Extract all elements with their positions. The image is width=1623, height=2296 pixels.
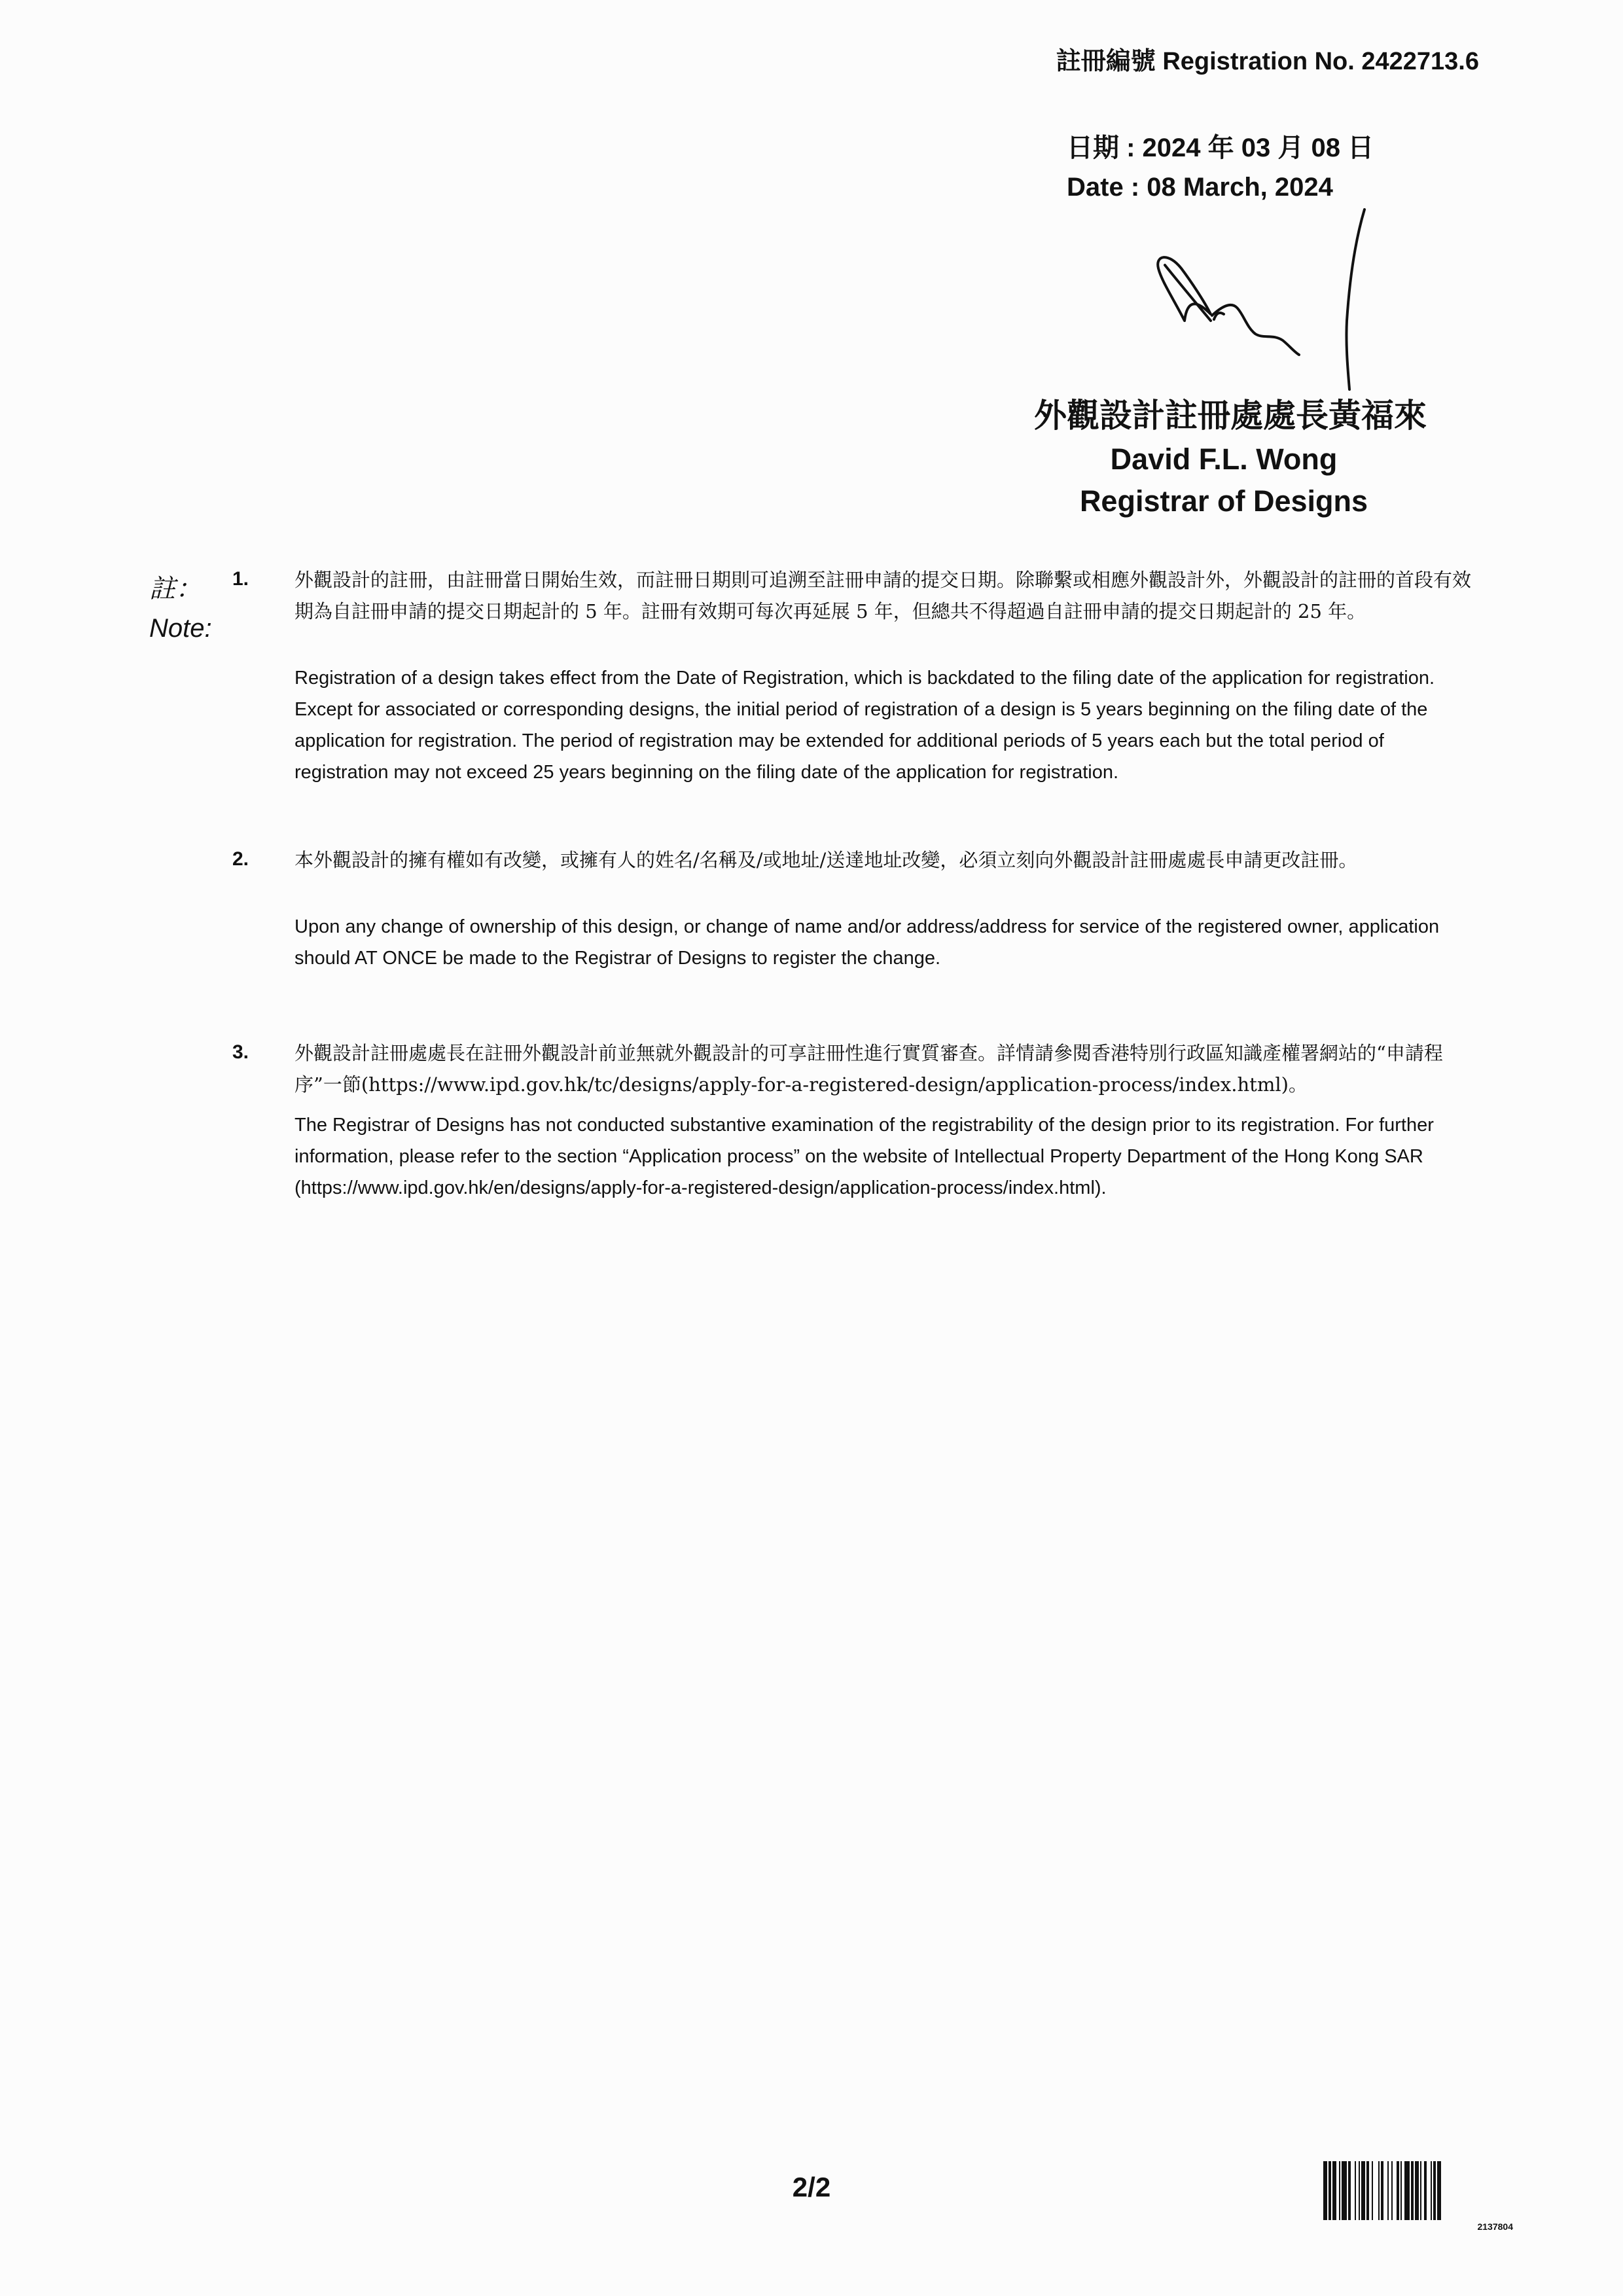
note-text-en: The Registrar of Designs has not conducted substantive examination of the registrability of the design prior to its registration. For further information, please refer to the section “Application process” on the website of Intellectual Property Department of the Hong Kong SAR (https://www.ipd.gov.hk/en/designs/apply-for-a-registered-design/application-process/index.html). bbox=[294, 1115, 1434, 1198]
note-number: 2. bbox=[232, 848, 249, 870]
barcode bbox=[1322, 2161, 1531, 2232]
barcode-number: 2137804 bbox=[1477, 2221, 1513, 2232]
note-text-zh: 外觀設計註冊處處長在註冊外觀設計前並無就外觀設計的可享註冊性進行實質審查。詳情請參閱香港特別行政區知識產權署網站的“申請程序”一節(https://www.ipd.gov.hk/tc/designs/apply-for-a-registered-design/application-process/index.html)。 bbox=[294, 1042, 1443, 1096]
signer-name-en: David F.L. Wong bbox=[1110, 442, 1338, 476]
registrar-signature bbox=[1139, 203, 1374, 399]
signer-name-zh: 外觀設計註冊處處長黃福來 bbox=[1034, 396, 1427, 435]
note-number: 3. bbox=[232, 1041, 249, 1063]
signer-title: Registrar of Designs bbox=[1079, 484, 1368, 518]
note-label bbox=[149, 569, 212, 648]
note-number: 1. bbox=[232, 568, 249, 590]
note-text-zh: 外觀設計的註冊，由註冊當日開始生效，而註冊日期則可追溯至註冊申請的提交日期。除聯繫或相應外觀設計外，外觀設計的註冊的首段有效期為自註冊申請的提交日期起計的 5 年。註冊有效期可每次再延展 5 年，但總共不得超過自註冊申請的提交日期起計的 25 年。 bbox=[294, 569, 1472, 622]
note-label-zh: 註： bbox=[149, 574, 202, 604]
issue-date bbox=[1067, 128, 1374, 207]
note-text-en: Upon any change of ownership of this design, or change of name and/or address/address for service of the registered owner, application should AT ONCE be made to the Registrar of Designs to register the change. bbox=[294, 916, 1440, 969]
registration-number: 註冊編號 Registration No. 2422713.6 bbox=[1056, 48, 1479, 75]
note-text-zh: 本外觀設計的擁有權如有改變，或擁有人的姓名/名稱及/或地址/送達地址改變，必須立刻向外觀設計註冊處處長申請更改註冊。 bbox=[294, 849, 1358, 871]
note-label-en: Note: bbox=[149, 614, 212, 643]
issue-date-zh: 日期 : 2024 年 03 月 08 日 bbox=[1067, 134, 1374, 162]
issue-date-en: Date : 08 March, 2024 bbox=[1067, 173, 1333, 202]
note-text-en: Registration of a design takes effect from the Date of Registration, which is backdated to the filing date of the application for registration. Except for associated or corresponding designs, the initial period of registration of a design is 5 years beginning on the filing date of the application for registration. The period of registration may be extended for additional periods of 5 years each but the total period of registration may not exceed 25 years beginning on the filing date of the application for registration. bbox=[294, 668, 1435, 783]
signer-block bbox=[1034, 393, 1427, 522]
barcode-bars bbox=[1322, 2161, 1518, 2220]
page-number: 2/2 bbox=[792, 2172, 831, 2202]
